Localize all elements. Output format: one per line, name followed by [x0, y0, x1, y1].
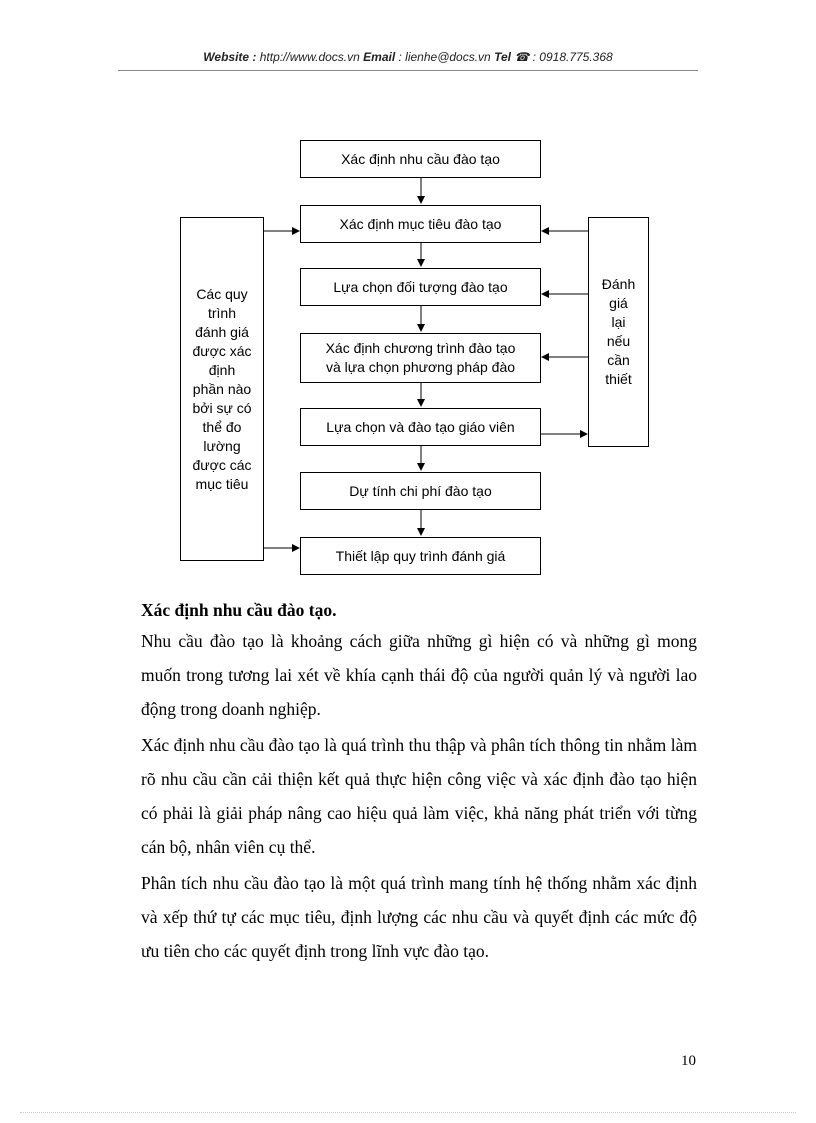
phone-icon: ☎	[514, 50, 530, 64]
left-box-line: trình	[207, 304, 236, 321]
right-box-line: Đánh	[601, 276, 636, 292]
right-box-line: lại	[611, 314, 626, 330]
left-evaluation-box	[180, 217, 264, 561]
right-box-line: cần	[607, 352, 630, 368]
left-box-line: Các quy	[196, 285, 248, 302]
step-program-label-2: và lựa chọn phương pháp đào	[325, 359, 516, 375]
left-box-line: đánh giá	[195, 323, 249, 340]
step-evaluation	[300, 537, 541, 575]
website-label: Website :	[203, 50, 257, 64]
paragraph-3: Phân tích nhu cầu đào tạo là một quá trình mang tính hệ thống nhằm xác định và xếp thứ tự các mục tiêu, định lượng các nhu cầu và quyết định các mức độ ưu tiên cho các quyết định trong lĩnh vực đào tạo.	[141, 873, 697, 961]
tel-label: Tel	[494, 50, 511, 64]
right-box-line: giá	[609, 295, 628, 311]
step-objectives-label: Xác định mục tiêu đào tạo	[339, 215, 502, 232]
body-text	[141, 598, 697, 968]
section-heading: Xác định nhu cầu đào tạo.	[141, 600, 337, 620]
step-costs	[300, 472, 541, 510]
left-box-line: định	[208, 361, 236, 378]
right-box-line: thiết	[605, 371, 632, 387]
step-program	[300, 333, 541, 383]
step-objectives	[300, 205, 541, 243]
step-teachers	[300, 408, 541, 446]
step-costs-label: Dự tính chi phí đào tạo	[349, 482, 492, 499]
website-url[interactable]: http://www.docs.vn	[259, 50, 360, 64]
left-box-line: được xác	[192, 342, 252, 359]
left-box-line: phần nào	[192, 380, 252, 397]
email-value[interactable]: : lienhe@docs.vn	[398, 50, 491, 64]
step-needs-label: Xác định nhu cầu đào tạo	[341, 150, 500, 167]
left-box-line: lường	[203, 437, 241, 454]
right-reevaluate-box	[588, 217, 649, 447]
left-box-line: mục tiêu	[195, 475, 249, 492]
step-trainees	[300, 268, 541, 306]
step-program-label-1: Xác định chương trình đào tạo	[325, 340, 516, 356]
paragraph-2: Xác định nhu cầu đào tạo là quá trình thu thập và phân tích thông tin nhằm làm rõ nhu cầu cần cải thiện kết quả thực hiện công việc và xác định đào tạo hiện có phải là giải pháp nâng cao hiệu quả làm việc, khả năng phát triển với từng cán bộ, nhân viên cụ thể.	[141, 735, 697, 857]
left-box-line: được các	[192, 456, 252, 473]
page-number: 10	[681, 1053, 696, 1069]
tel-value: : 0918.775.368	[532, 50, 613, 64]
left-box-line: thể đo	[202, 418, 242, 435]
footer-divider	[20, 1112, 796, 1113]
email-label: Email	[363, 50, 396, 64]
paragraph-1: Nhu cầu đào tạo là khoảng cách giữa những gì hiện có và những gì mong muốn trong tương lai xét về khía cạnh thái độ của người quản lý và người lao động trong doanh nghiệp.	[141, 631, 697, 719]
right-box-line: nếu	[606, 333, 631, 349]
step-trainees-label: Lựa chọn đối tượng đào tạo	[333, 278, 508, 295]
step-teachers-label: Lựa chọn và đào tạo giáo viên	[326, 418, 515, 435]
step-needs	[300, 140, 541, 178]
left-box-line: bởi sự có	[192, 399, 252, 416]
step-evaluation-label: Thiết lập quy trình đánh giá	[335, 547, 506, 564]
